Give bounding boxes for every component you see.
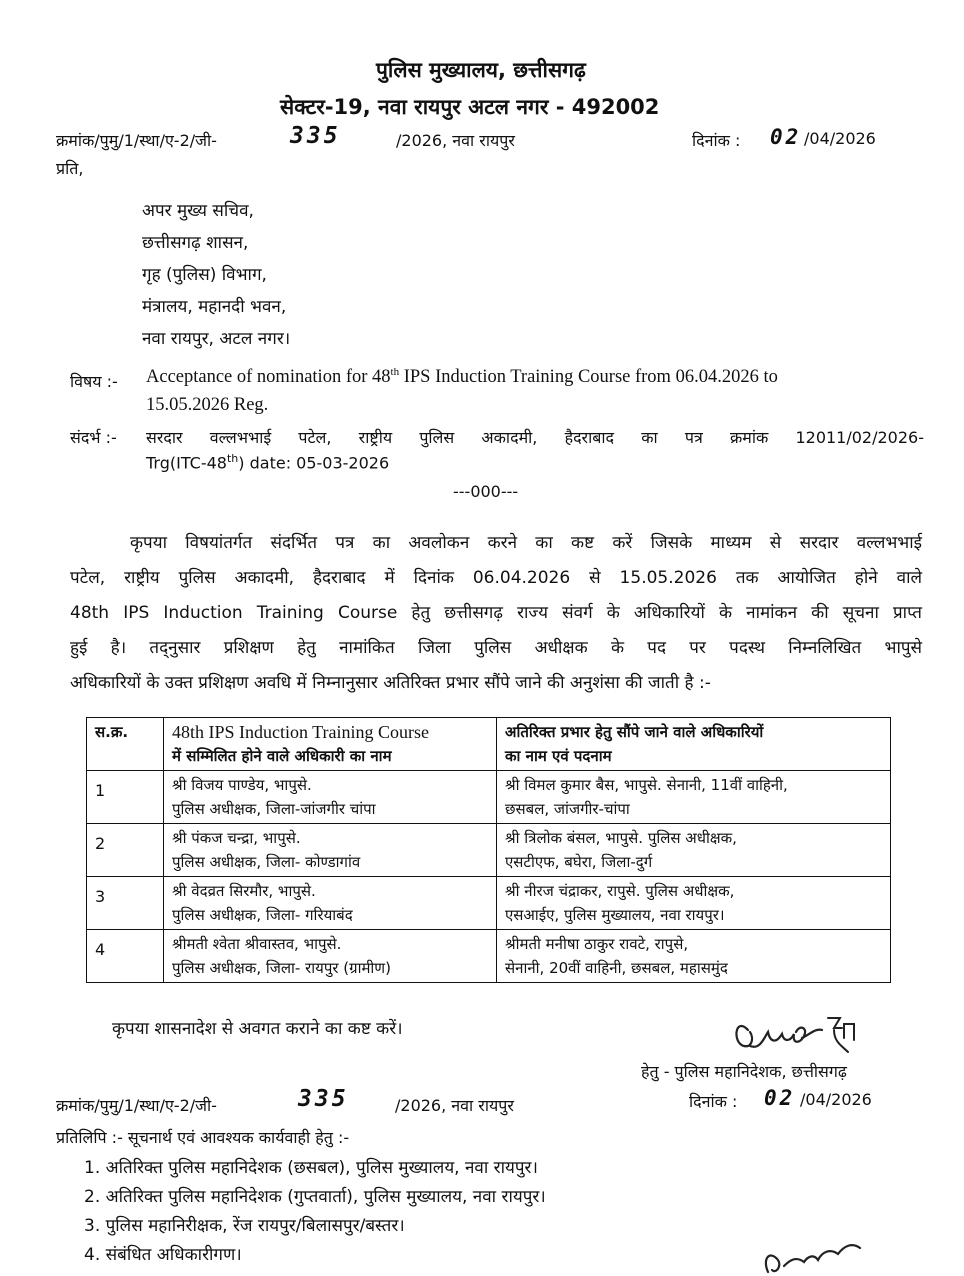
serial-cell: 3: [87, 877, 164, 930]
handwritten-date-day: 02: [770, 125, 802, 149]
office-title: पुलिस मुख्यालय, छत्तीसगढ़: [376, 58, 586, 82]
header-trainee: 48th IPS Induction Training Course में सम्मिलित होने वाले अधिकारी का नाम: [164, 718, 497, 771]
copy-date-label: दिनांक :: [689, 1092, 738, 1111]
addressee-line: नवा रायपुर, अटल नगर।: [142, 329, 291, 349]
handwritten-copy-date-day: 02: [764, 1086, 796, 1110]
table-row: [87, 877, 891, 930]
copy-reference-prefix: क्रमांक/पुमु/1/स्था/ए-2/जी-: [56, 1096, 217, 1115]
header-charge: अतिरिक्त प्रभार हेतु सौंपे जाने वाले अधिकारियों का नाम एवं पदनाम: [497, 718, 891, 771]
copy-reference-suffix: /2026, नवा रायपुर: [395, 1096, 514, 1115]
copy-list: [84, 1154, 546, 1270]
table-row: [87, 771, 891, 824]
trainee-cell: श्री पंकज चन्द्रा, भापुसे. पुलिस अधीक्षक, जिला- कोण्डागांव: [164, 824, 497, 877]
closing-request: कृपया शासनादेश से अवगत कराने का कष्ट करें।: [112, 1019, 403, 1039]
subject-line-2: 15.05.2026 Reg.: [146, 395, 269, 415]
addressee-line: अपर मुख्य सचिव,: [142, 201, 254, 221]
table-row: [87, 824, 891, 877]
trainee-cell: श्री विजय पाण्डेय, भापुसे. पुलिस अधीक्षक, जिला-जांजगीर चांपा: [164, 771, 497, 824]
body-line: अधिकारियों के उक्त प्रशिक्षण अवधि में निम्नानुसार अतिरिक्त प्रभार सौंपे जाने की अनुशंसा की जाती है :-: [70, 673, 711, 693]
date-label: दिनांक :: [692, 131, 741, 150]
serial-cell: 1: [87, 771, 164, 824]
charge-cell: श्री विमल कुमार बैस, भापुसे. सेनानी, 11वीं वाहिनी, छसबल, जांजगीर-चांपा: [497, 771, 891, 824]
table-header-row: [87, 718, 891, 771]
trainee-cell: श्रीमती श्वेता श्रीवास्तव, भापुसे. पुलिस अधीक्षक, जिला- रायपुर (ग्रामीण): [164, 930, 497, 983]
reference-number-suffix: /2026, नवा रायपुर: [396, 131, 515, 150]
body-line: 48th IPS Induction Training Course हेतु छत्तीसगढ़ राज्य संवर्ग के अधिकारियों के नामांकन की सूचना प्राप्त: [70, 603, 922, 623]
addressee-line: गृह (पुलिस) विभाग,: [142, 265, 267, 285]
charge-cell: श्री त्रिलोक बंसल, भापुसे. पुलिस अधीक्षक, एसटीएफ, बघेरा, जिला-दुर्ग: [497, 824, 891, 877]
handwritten-letter-number: 335: [290, 123, 341, 149]
addressee-line: मंत्रालय, महानदी भवन,: [142, 297, 287, 317]
date-value: /04/2026: [804, 129, 876, 148]
table-row: [87, 930, 891, 983]
body-paragraph: [70, 526, 922, 701]
copy-to-label: प्रतिलिपि :- सूचनार्थ एवं आवश्यक कार्यवाही हेतु :-: [56, 1128, 350, 1147]
body-line: कृपया विषयांतर्गत संदर्भित पत्र का अवलोकन करने का कष्ट करें जिसके माध्यम से सरदार वल्लभभाई: [130, 533, 922, 553]
subject-line-1: Acceptance of nomination for 48th IPS Induction Training Course from 06.04.2026 to: [146, 366, 778, 388]
serial-cell: 2: [87, 824, 164, 877]
officers-table: [86, 717, 891, 983]
signature-image: [730, 1008, 880, 1063]
handwritten-copy-number: 335: [298, 1086, 349, 1112]
charge-cell: श्रीमती मनीषा ठाकुर रावटे, रापुसे, सेनानी, 20वीं वाहिनी, छसबल, महासमुंद: [497, 930, 891, 983]
body-line: पटेल, राष्ट्रीय पुलिस अकादमी, हैदराबाद में दिनांक 06.04.2026 से 15.05.2026 तक आयोजित होने वाले: [70, 568, 922, 588]
addressee-line: छत्तीसगढ़ शासन,: [142, 233, 249, 253]
serial-cell: 4: [87, 930, 164, 983]
reference-label: संदर्भ :-: [70, 428, 117, 447]
body-line: हुई है। तद्नुसार प्रशिक्षण हेतु नामांकित जिला पुलिस अधीक्षक के पद पर पदस्थ निम्नलिखित भापुसे: [70, 638, 922, 658]
copy-list-item: 1. अतिरिक्त पुलिस महानिदेशक (छसबल), पुलिस मुख्यालय, नवा रायपुर।: [84, 1158, 538, 1178]
copy-list-item: 4. संबंधित अधिकारीगण।: [84, 1245, 242, 1265]
signature-image-bottom: [760, 1236, 880, 1276]
copy-date-value: /04/2026: [800, 1090, 872, 1109]
signatory-designation: हेतु - पुलिस महानिदेशक, छत्तीसगढ़: [641, 1062, 847, 1081]
reference-number-prefix: क्रमांक/पुमु/1/स्था/ए-2/जी-: [56, 131, 217, 150]
copy-list-item: 2. अतिरिक्त पुलिस महानिदेशक (गुप्तवार्ता), पुलिस मुख्यालय, नवा रायपुर।: [84, 1187, 546, 1207]
subject-label: विषय :-: [70, 372, 118, 391]
office-address: सेक्टर-19, नवा रायपुर अटल नगर - 492002: [280, 95, 660, 119]
reference-line-2: Trg(ITC-48th) date: 05-03-2026: [146, 452, 390, 473]
charge-cell: श्री नीरज चंद्राकर, रापुसे. पुलिस अधीक्षक, एसआईए, पुलिस मुख्यालय, नवा रायपुर।: [497, 877, 891, 930]
separator: ---000---: [453, 482, 519, 501]
copy-list-item: 3. पुलिस महानिरीक्षक, रेंज रायपुर/बिलासपुर/बस्तर।: [84, 1216, 405, 1236]
prati-label: प्रति,: [56, 159, 84, 178]
header-serial: स.क्र.: [87, 718, 164, 771]
reference-line-1: सरदार वल्लभभाई पटेल, राष्ट्रीय पुलिस अकादमी, हैदराबाद का पत्र क्रमांक 12011/02/2026-: [146, 428, 924, 447]
addressee-block: [142, 195, 290, 355]
trainee-cell: श्री वेदव्रत सिरमौर, भापुसे. पुलिस अधीक्षक, जिला- गरियाबंद: [164, 877, 497, 930]
